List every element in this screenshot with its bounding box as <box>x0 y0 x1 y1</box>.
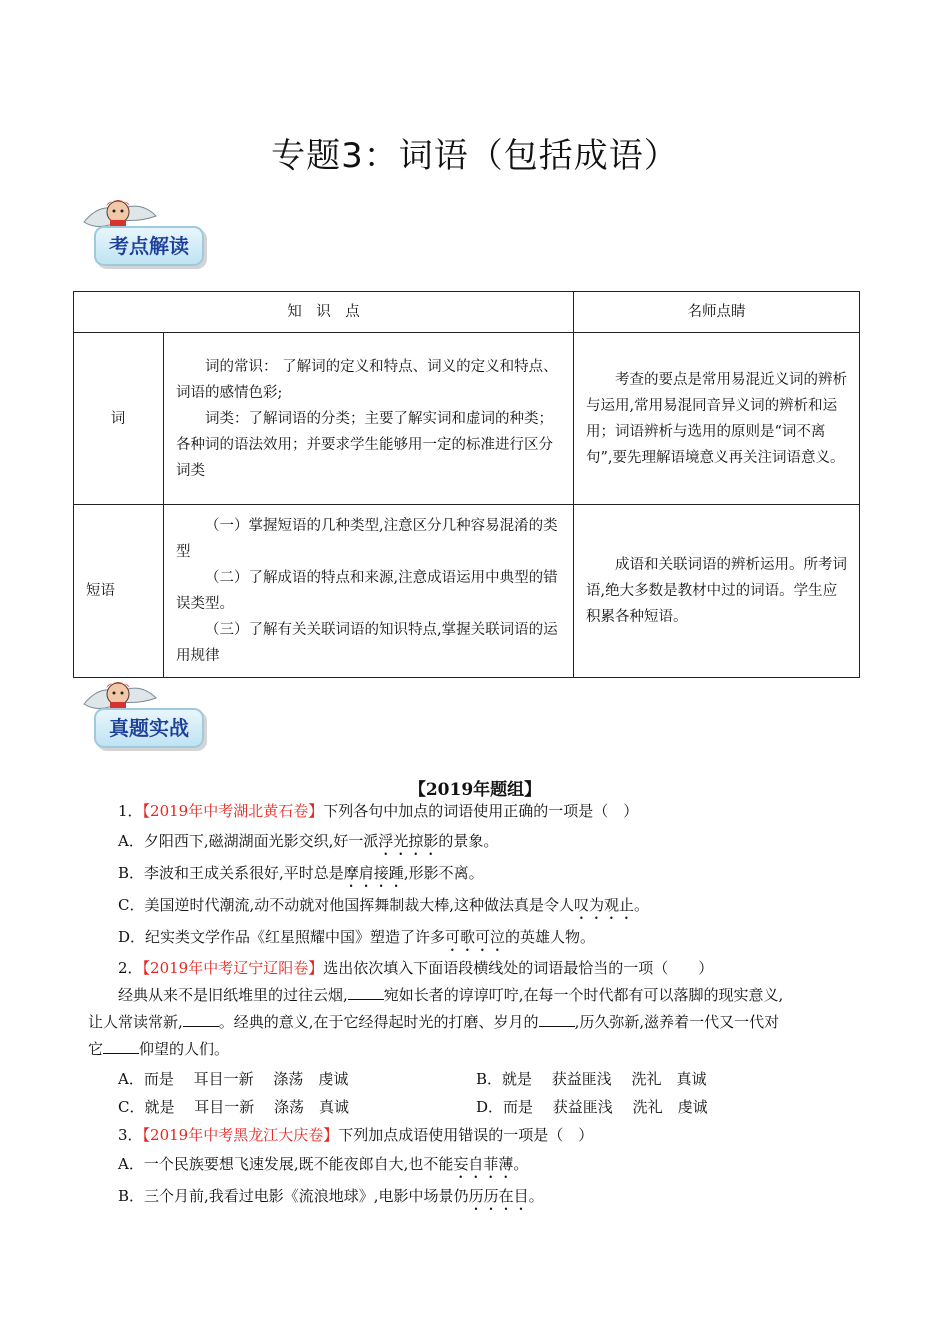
option-text: 。 <box>634 896 650 914</box>
badge-label: 真题实战 <box>109 716 189 740</box>
section-badge-kaodian <box>80 192 210 272</box>
option-c: C．就是 耳目一新 涤荡 真诚 <box>118 1098 350 1116</box>
knowledge-text: （二）了解成语的特点和来源,注意成语运用中典型的错误类型。 <box>176 570 558 612</box>
option-a <box>118 830 498 859</box>
option-text: 。 <box>528 1187 544 1205</box>
question-text: 下列各句中加点的词语使用正确的一项是（ ） <box>323 802 639 820</box>
fill-blank <box>103 1039 139 1054</box>
table-header-tip: 名师点睛 <box>574 292 860 333</box>
question-3-stem <box>118 1124 593 1145</box>
knowledge-cell <box>164 333 574 505</box>
option-a: A．而是 耳目一新 涤荡 虔诚 <box>118 1070 349 1088</box>
question-number: 3． <box>118 1126 143 1144</box>
knowledge-table <box>73 291 860 678</box>
option-text: 的英雄人物。 <box>505 928 596 946</box>
group-title: 【2019年题组】 <box>408 780 542 800</box>
row-label-word: 词 <box>74 333 164 505</box>
question-1-stem <box>118 800 638 821</box>
emphasized-word: 历历在目 <box>468 1187 529 1205</box>
row-label-phrase: 短语 <box>74 505 164 678</box>
knowledge-text: （三）了解有关关联词语的知识特点,掌握关联词语的运用规律 <box>176 622 558 664</box>
passage-text: 经典从来不是旧纸堆里的过往云烟, <box>118 986 348 1004</box>
option-b: B．就是 获益匪浅 洗礼 真诚 <box>476 1070 707 1088</box>
table-header-row <box>74 292 860 333</box>
option-text: B．李波和王成关系很好,平时总是 <box>118 864 344 882</box>
option-b <box>118 862 484 891</box>
knowledge-text: 词类：了解词语的分类；主要了解实词和虚词的种类；各种词的语法效用；并要求学生能够用一定的标准进行区分词类 <box>176 410 553 479</box>
passage-text: 宛如长者的谆谆叮咛,在每一个时代都有可以落脚的现实意义, <box>383 986 784 1004</box>
option-text: ,形影不离。 <box>403 864 484 882</box>
section-badge-zhenti <box>80 674 210 754</box>
option-d: D．而是 获益匪浅 洗礼 虔诚 <box>476 1098 708 1116</box>
passage-text: 。经典的意义,在于它经得起时光的打磨、岁月的 <box>218 1013 539 1031</box>
option-a <box>118 1153 528 1182</box>
question-text: 下列加点成语使用错误的一项是（ ） <box>338 1126 594 1144</box>
question-number: 1． <box>118 802 143 820</box>
knowledge-text: （一）掌握短语的几种类型,注意区分几种容易混淆的类型 <box>176 518 558 560</box>
knowledge-cell <box>164 505 574 678</box>
passage-text: ,历久弥新,滋养着一代又一代对 <box>574 1013 780 1031</box>
passage-text: 让人常读常新, <box>88 1013 183 1031</box>
badge-label: 考点解读 <box>109 234 189 258</box>
option-text: 的景象。 <box>438 832 499 850</box>
table-row <box>74 505 860 678</box>
emphasized-word: 浮光掠影 <box>378 832 439 850</box>
tip-text: 考查的要点是常用易混近义词的辨析与运用,常用易混同音异义词的辨析和运用；词语辨析与选用的原则是“词不离句”,要先理解语境意义再关注词语意义。 <box>586 371 847 466</box>
page-title: 专题3：词语（包括成语） <box>271 136 679 176</box>
question-2-passage <box>88 982 863 1063</box>
tip-text: 成语和关联词语的辨析运用。所考词语,绝大多数是教材中过的词语。学生应积累各种短语。 <box>586 557 847 625</box>
option-c <box>118 894 649 923</box>
question-number: 2． <box>118 959 143 977</box>
option-text: B．三个月前,我看过电影《流浪地球》,电影中场景仍 <box>118 1187 469 1205</box>
option-text: A．夕阳西下,磁湖湖面光影交织,好一派 <box>118 832 379 850</box>
question-text: 选出依次填入下面语段横线处的词语最恰当的一项（ ） <box>323 959 714 977</box>
option-text: D．纪实类文学作品《红星照耀中国》塑造了许多 <box>118 928 446 946</box>
option-text: C．美国逆时代潮流,动不动就对他国挥舞制裁大棒,这种做法真是令人 <box>118 896 575 914</box>
option-d <box>118 926 595 955</box>
emphasized-word: 可歌可泣 <box>445 928 506 946</box>
fill-blank <box>348 985 384 1000</box>
emphasized-word: 摩肩接踵 <box>343 864 404 882</box>
tip-cell <box>574 505 860 678</box>
option-text: 。 <box>513 1155 529 1173</box>
option-text: A．一个民族要想飞速发展,既不能夜郎自大,也不能 <box>118 1155 454 1173</box>
table-header-knowledge: 知 识 点 <box>74 292 574 333</box>
emphasized-word: 叹为观止 <box>574 896 635 914</box>
question-2-stem <box>118 957 713 978</box>
tip-cell <box>574 333 860 505</box>
question-source: 【2019年中考辽宁辽阳卷】 <box>142 959 324 977</box>
question-source: 【2019年中考湖北黄石卷】 <box>142 802 324 820</box>
fill-blank <box>183 1012 219 1027</box>
question-source: 【2019年中考黑龙江大庆卷】 <box>142 1126 339 1144</box>
table-row <box>74 333 860 505</box>
emphasized-word: 妄自菲薄 <box>453 1155 514 1173</box>
passage-text: 它 <box>88 1040 104 1058</box>
option-b <box>118 1185 544 1214</box>
knowledge-text: 词的常识： 了解词的定义和特点、词义的定义和特点、词语的感情色彩; <box>176 358 558 401</box>
passage-text: 仰望的人们。 <box>139 1040 230 1058</box>
fill-blank <box>539 1012 575 1027</box>
